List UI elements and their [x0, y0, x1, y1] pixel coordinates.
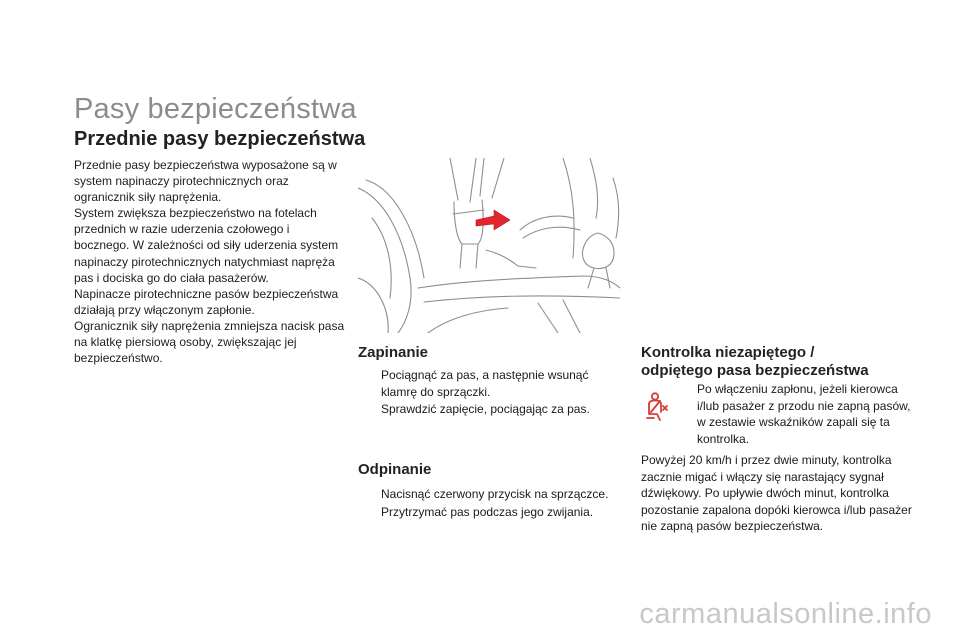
- seatbelt-warning-icon: [645, 392, 669, 422]
- seatbelt-buckle-illustration: [358, 158, 620, 333]
- intro-paragraph: Przednie pasy bezpieczeństwa wyposażone są w system napinaczy pirotechnicznych oraz ogranicznik siły naprężenia.: [74, 158, 337, 205]
- heading-line: odpiętego pasa bezpieczeństwa: [641, 362, 869, 379]
- step-text: Przytrzymać pas podczas jego zwijania.: [381, 504, 594, 519]
- heading-line: Kontrolka niezapiętego /: [641, 344, 815, 361]
- watermark: carmanualsonline.info: [639, 598, 932, 630]
- fastening-heading: Zapinanie: [358, 344, 429, 361]
- intro-paragraph: Napinacze pirotechniczne pasów bezpieczeństwa działają przy włączonym zapłonie.: [74, 286, 339, 317]
- step-text: Nacisnąć czerwony przycisk na sprzączce.: [381, 487, 609, 501]
- list-item: [358, 401, 620, 418]
- red-arrow-icon: [476, 210, 510, 230]
- unfastening-heading: Odpinanie: [358, 461, 432, 478]
- step-text: Pociągnąć za pas, a następnie wsunąć klamrę do sprzączki.: [381, 368, 589, 399]
- warning-lamp-details: Powyżej 20 km/h i przez dwie minuty, kontrolka zacznie migać i włączy się narastający sygnał dźwiękowy. Po upływie dwóch minut, kontrolka pozostanie zapalona dopóki kierowca i/lub pasażer nie zapną pasów bezpieczeństwa.: [641, 453, 912, 533]
- intro-text: [74, 157, 346, 366]
- list-item: [358, 367, 620, 400]
- warning-lamp-heading: [641, 344, 869, 380]
- list-item: [358, 486, 620, 503]
- list-item: [358, 504, 620, 521]
- fastening-steps: [358, 367, 620, 419]
- page-title: Pasy bezpieczeństwa: [74, 93, 357, 125]
- section-title: Przednie pasy bezpieczeństwa: [74, 128, 366, 150]
- warning-lamp-text: Po włączeniu zapłonu, jeżeli kierowca i/lub pasażer z przodu nie zapną pasów, w zestawie wskaźników zapali się ta kontrolka.: [697, 382, 911, 446]
- intro-paragraph: System zwiększa bezpieczeństwo na fotelach przednich w razie uderzenia czołowego i bocznego. W zależności od siły uderzenia system napinaczy pirotechnicznych natychmiast napręża pas i dociska go do ciała pasażerów.: [74, 206, 339, 285]
- intro-paragraph: Ogranicznik siły naprężenia zmniejsza nacisk pasa na klatkę piersiową osoby, zwiększając jej bezpieczeństwo.: [74, 318, 345, 366]
- step-text: Sprawdzić zapięcie, pociągając za pas.: [381, 402, 590, 416]
- unfastening-steps: [358, 486, 620, 521]
